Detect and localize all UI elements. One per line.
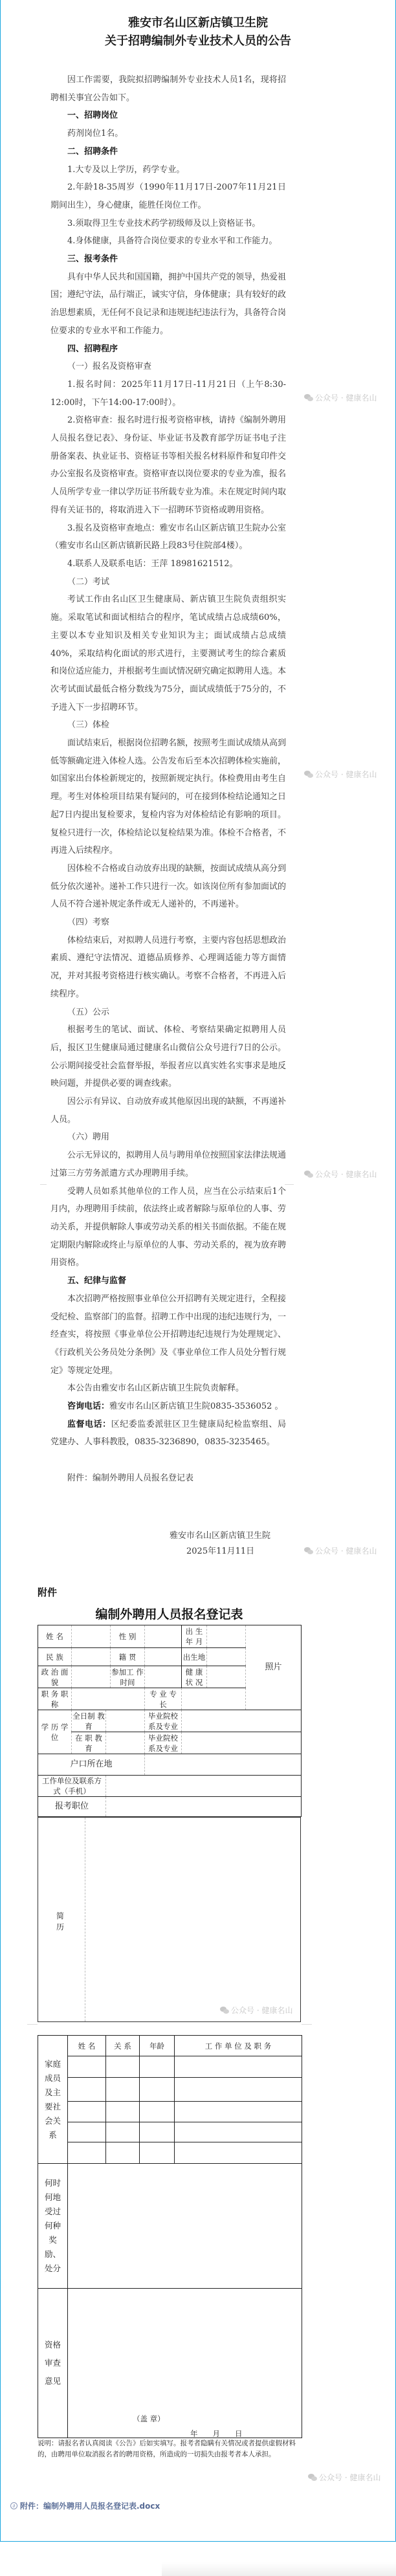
family-cell[interactable]: [68, 2056, 106, 2078]
attachment-link-text[interactable]: 附件：编制外聘用人员报名登记表.docx: [20, 2502, 160, 2511]
page-break-mark: [285, 1184, 294, 1185]
paragraph: （五）公示: [67, 1007, 110, 1017]
paragraph: 因体检不合格或自动放弃出现的缺额，按面试成绩从高分到低分依次递补。递补工作只进行一次。如该岗位所有参加面试的人员不符合递补规定条件或无人递补的，不再递补。: [50, 863, 287, 910]
label-review: 资格审查意见: [44, 2340, 61, 2386]
field-name[interactable]: [72, 1625, 111, 1648]
family-cell[interactable]: [106, 2102, 140, 2122]
signature-organization: 雅安市名山区新店镇卫生院: [170, 1531, 271, 1541]
label-name: 姓 名: [38, 1625, 72, 1648]
label-inservice: 在 职 教 育: [72, 1732, 106, 1754]
field-school-major-fulltime[interactable]: [182, 1710, 302, 1732]
paragraph: 因工作需要，我院拟招聘编制外专业技术人员1名，现将招聘相关事宜公告如下。: [50, 75, 286, 103]
section-heading: 四、招聘程序: [67, 344, 118, 354]
watermark: [308, 2472, 380, 2483]
field-fulltime[interactable]: [106, 1710, 145, 1732]
family-cell[interactable]: [175, 2056, 302, 2078]
wechat-icon: [304, 771, 313, 778]
paragraph: （三）体检: [67, 720, 110, 731]
field-hukou[interactable]: [145, 1754, 302, 1776]
section-heading: 一、招聘岗位: [67, 111, 118, 121]
page-break-mark: [302, 2024, 312, 2025]
wechat-icon: [304, 1171, 313, 1178]
paragraph: 本公告由雅安市名山区新店镇卫生院负责解释。: [67, 1383, 245, 1394]
family-cell[interactable]: [68, 2122, 106, 2142]
watermark-text: 公众号 · 健康名山: [319, 2473, 381, 2482]
announcement-title-line1: 雅安市名山区新店镇卫生院: [128, 16, 268, 30]
paragraph: 考试工作由名山区卫生健康局、新店镇卫生院负责组织实施。采取笔试和面试相结合的程序，笔试成绩占总成绩60%，主要以本专业知识及相关专业知识为主；面试成绩占总成绩40%，采取结构化面试的形式进行，主要测试考生的综合素质和岗位适应能力，并根据考生面试情况研究确定拟聘用人选。本次考试面试最低合格分数线为75分，面试成绩低于75分的，不予进入下一步招聘环节。: [50, 595, 287, 712]
paragraph: 药剂岗位1名。: [67, 129, 124, 139]
announcement-body: [50, 71, 286, 1488]
watermark: [304, 1169, 377, 1180]
field-employer-contact[interactable]: [106, 1776, 302, 1797]
date-label: 年 月 日: [190, 2429, 243, 2438]
field-gender[interactable]: [145, 1625, 182, 1648]
paragraph: 受聘人员如系其他单位的工作人员，应当在公示结束后1个月内，办理聘用手续前，依法终止或者解除与原单位的人事、劳动关系，并提供解除人事或劳动关系的相关书面依据。不能在规定期限内解除或终止与原单位的人事、劳动关系的，视为放弃聘用资格。: [50, 1186, 287, 1268]
paragraph: （一）报名及资格审查: [67, 362, 152, 372]
signature-date: 2025年11月11日: [186, 1547, 255, 1556]
paragraph: 4.身体健康，具备符合岗位要求的专业水平和工作能力。: [67, 236, 278, 247]
label-applied-position: 报考职位: [38, 1797, 106, 1817]
wechat-icon: [304, 394, 313, 401]
paragraph: 1.大专及以上学历，药学专业。: [67, 164, 185, 175]
announcement-title-line2: 关于招聘编制外专业技术人员的公告: [105, 34, 291, 48]
registration-table-family: [38, 2035, 302, 2438]
watermark-text: 公众号 · 健康名山: [315, 770, 377, 779]
attachment-heading: 附件: [38, 1587, 58, 1598]
label-hukou: 户口所在地: [38, 1754, 145, 1776]
label-birth: 出 生 年 月: [182, 1625, 207, 1648]
section-heading: 二、招聘条件: [67, 146, 118, 157]
field-political[interactable]: [72, 1666, 111, 1688]
field-native-place[interactable]: [145, 1648, 182, 1666]
paragraph: （四）考察: [67, 918, 110, 928]
bottom-shadow: [162, 2562, 396, 2576]
label-family-cell: [38, 2036, 68, 2164]
family-cell[interactable]: [68, 2078, 106, 2102]
label-education: 学 历 学 位: [38, 1710, 72, 1754]
family-cell[interactable]: [175, 2102, 302, 2122]
blank-line: [50, 1451, 286, 1470]
paragraph: （二）考试: [67, 577, 110, 587]
wechat-icon: [220, 2007, 229, 2014]
label-resume: 简历: [56, 1911, 65, 1932]
paragraph: 4.联系人及联系电话：王萍 18981621512。: [67, 558, 238, 569]
label-review-cell: [38, 2289, 68, 2438]
family-cell[interactable]: [175, 2142, 302, 2164]
family-cell[interactable]: [140, 2056, 175, 2078]
field-work-start[interactable]: [145, 1666, 182, 1688]
family-col-employer: 工 作 单 位 及 职 务: [175, 2036, 302, 2056]
paragraph: 面试结束后，根据岗位招聘名额，按照考生面试成绩从高到低等额确定进入体检人选。公告发布后至本次招聘体检实施前，如国家出台体检新规定的，按照新规定执行。体检费用由考生自理。考生对体检项目结果有疑问的，可在接到体检结论通知之日起7日内提出复检要求，复检内容为对体检结论有影响的项目。复检只进行一次，体检结论以复检结果为准。体检不合格者，不再进入后续程序。: [50, 738, 287, 856]
resume-label-cell: [38, 1818, 85, 2021]
paragraph: 1.报名时间：2025年11月17日-11月21日（上午8:30-12:00时，下午14:00-17:00时）。: [50, 379, 286, 408]
family-cell[interactable]: [106, 2056, 140, 2078]
watermark: [304, 1545, 377, 1556]
family-cell[interactable]: [140, 2142, 175, 2164]
contact-text: 区纪委监委派驻区卫生健康局纪检监察组、局党建办、人事科教股，0835-3236890，0835-3235465。: [50, 1419, 286, 1448]
label-birthplace: 出生地: [182, 1648, 207, 1666]
section-heading: 五、纪律与监督: [67, 1276, 127, 1286]
label-awards-cell: [38, 2164, 68, 2289]
paperclip-icon: ∂: [10, 2502, 17, 2509]
label-native-place: 籍 贯: [111, 1648, 145, 1666]
field-health[interactable]: [207, 1666, 246, 1688]
family-cell[interactable]: [68, 2142, 106, 2164]
family-row: [38, 2142, 302, 2164]
label-specialty: 专 业 专 长: [145, 1688, 182, 1710]
label-awards: 何时何地受过何种奖励、处分: [44, 2178, 61, 2273]
family-cell[interactable]: [175, 2122, 302, 2142]
family-cell[interactable]: [140, 2122, 175, 2142]
paragraph: 因公示有异议、自动放弃或其他原因出现的缺额，不再递补人员。: [50, 1097, 287, 1125]
paragraph: 附件：编制外聘用人员报名登记表: [67, 1473, 194, 1483]
form-title: 编制外聘用人员报名登记表: [95, 1607, 243, 1622]
registration-table-basic: [38, 1625, 302, 1817]
family-cell[interactable]: [106, 2122, 140, 2142]
watermark: [304, 769, 377, 780]
contact-label: 咨询电话：: [67, 1402, 110, 1412]
section-heading: 三、报考条件: [67, 254, 118, 265]
field-specialty[interactable]: [182, 1688, 246, 1710]
watermark-text: 公众号 · 健康名山: [315, 1170, 377, 1179]
photo-box[interactable]: 照片: [246, 1625, 302, 1710]
field-applied-position[interactable]: [106, 1797, 302, 1817]
watermark: [220, 2005, 292, 2016]
attachment-link[interactable]: [10, 2500, 160, 2511]
family-cell[interactable]: [140, 2078, 175, 2102]
label-work-start: 参加工 作时间: [111, 1667, 144, 1687]
contact-text: 雅安市名山区新店镇卫生院0835-3536052 。: [109, 1402, 283, 1412]
form-note: 说明：请报名者认真阅读《公告》后如实填写。报考者隐瞒有关情况或者提供虚假材料的，由聘用单位取消报名者的聘用资格，所造成的一切损失由报考者本人承担。: [38, 2439, 296, 2458]
family-row: [38, 2122, 302, 2142]
family-row: [38, 2056, 302, 2078]
page-break-mark: [27, 2024, 38, 2025]
label-gender: 性 别: [111, 1625, 145, 1648]
label-position-title: 职 务 职 称: [38, 1688, 72, 1710]
family-cell[interactable]: [140, 2102, 175, 2122]
page-break-mark: [40, 1184, 47, 1185]
seal-label: （盖 章）: [133, 2414, 165, 2423]
family-cell[interactable]: [68, 2102, 106, 2122]
field-school-major-inservice[interactable]: [182, 1732, 302, 1754]
contact-label: 监督电话：: [67, 1419, 111, 1429]
paragraph: 3.须取得卫生专业技术药学初级师及以上资格证书。: [67, 218, 261, 228]
watermark-text: 公众号 · 健康名山: [315, 393, 377, 402]
watermark-text: 公众号 · 健康名山: [315, 1547, 377, 1556]
field-birthplace[interactable]: [207, 1648, 246, 1666]
family-col-age: 年龄: [140, 2036, 175, 2056]
label-school-major-fulltime: 毕业院校 系及专业: [145, 1710, 182, 1732]
field-ethnicity[interactable]: [72, 1648, 111, 1666]
wechat-icon: [304, 1547, 313, 1554]
label-political: 政 治 面 貌: [38, 1666, 72, 1688]
contact-paragraph: [50, 1416, 286, 1451]
label-employer-contact: 工作单位及联系方式（手机）: [38, 1776, 106, 1797]
paragraph: 公示无异议的，拟聘用人员与聘用单位按照国家法律法规通过第三方劳务派遣方式办理聘用手续。: [50, 1150, 287, 1178]
field-birth[interactable]: [207, 1625, 246, 1648]
family-col-relation: 关 系: [106, 2036, 140, 2056]
paragraph: 具有中华人民共和国国籍，拥护中国共产党的领导，热爱祖国；遵纪守法，品行端正，诚实守信，身体健康；具有较好的政治思想素质，无任何不良记录和违规违纪违法行为，具备符合岗位要求的专业水平和工作能力。: [50, 272, 287, 336]
label-ethnicity: 民 族: [38, 1648, 72, 1666]
paragraph: 3.报名及资格审查地点：雅安市名山区新店镇卫生院办公室（雅安市名山区新店镇新民路上段83号住院部4楼）。: [50, 523, 286, 551]
family-cell[interactable]: [175, 2078, 302, 2102]
watermark: [304, 392, 377, 403]
paragraph: 根据考生的笔试、面试、体检、考察结果确定拟聘用人员后，报区卫生健康局通过健康名山微信公众号进行7日的公示。公示期间接受社会监督举报，举报者应以真实姓名实事求是地反映问题，并提供必要的调查线索。: [50, 1025, 287, 1089]
label-school-major-inservice: 毕业院校 系及专业: [145, 1732, 182, 1754]
paragraph: 2.资格审查：报名时进行报考资格审核，请持《编制外聘用人员报名登记表》、身份证、毕业证书及教育部学历证书电子注册备案表、执业证书、资格证书等相关报名材料原件和复印件交办公室报名及资格审查。资格审查以岗位要求的专业为准，报名人员所学专业一律以学历证书所载专业为准。未在规定时间内取得有关证书的，将取消进入下一招聘环节资格或聘用资格。: [50, 415, 287, 515]
label-family: 家庭成员及主要社会关系: [44, 2058, 61, 2140]
field-awards[interactable]: [68, 2164, 302, 2289]
paragraph: 体检结束后，对拟聘人员进行考察，主要内容包括思想政治素质、遵纪守法情况、道德品质修养、心理调适能力等方面情况，并对其报考资格进行核实确认。考察不合格者，不再进入后续程序。: [50, 935, 287, 999]
family-cell[interactable]: [106, 2078, 140, 2102]
field-review[interactable]: [68, 2289, 302, 2438]
family-cell[interactable]: [106, 2142, 140, 2164]
field-position-title[interactable]: [72, 1688, 145, 1710]
family-row: [38, 2102, 302, 2122]
wechat-icon: [308, 2474, 317, 2481]
family-col-name: 姓 名: [68, 2036, 106, 2056]
watermark-text: 公众号 · 健康名山: [231, 2006, 293, 2015]
family-row: [38, 2078, 302, 2102]
label-health: 健 康 状 况: [182, 1666, 207, 1688]
resume-box[interactable]: [38, 1817, 301, 2022]
paragraph: 本次招聘严格按照事业单位公开招聘有关规定进行，全程接受纪检、监察部门的监督。招聘工作中出现的违纪违规行为，一经查实，将按照《事业单位公开招聘违纪违规行为处理规定》、《行政机关公务员处分条例》及《事业单位工作人员处分暂行规定》等规定处理。: [50, 1294, 287, 1376]
field-inservice[interactable]: [106, 1732, 145, 1754]
paragraph: 2.年龄18-35周岁（1990年11月17日-2007年11月21日期间出生），身心健康，能胜任岗位工作。: [50, 182, 286, 210]
label-fulltime: 全日制 教育: [72, 1711, 105, 1731]
contact-paragraph: [50, 1398, 286, 1416]
paragraph: （六）聘用: [67, 1132, 110, 1143]
